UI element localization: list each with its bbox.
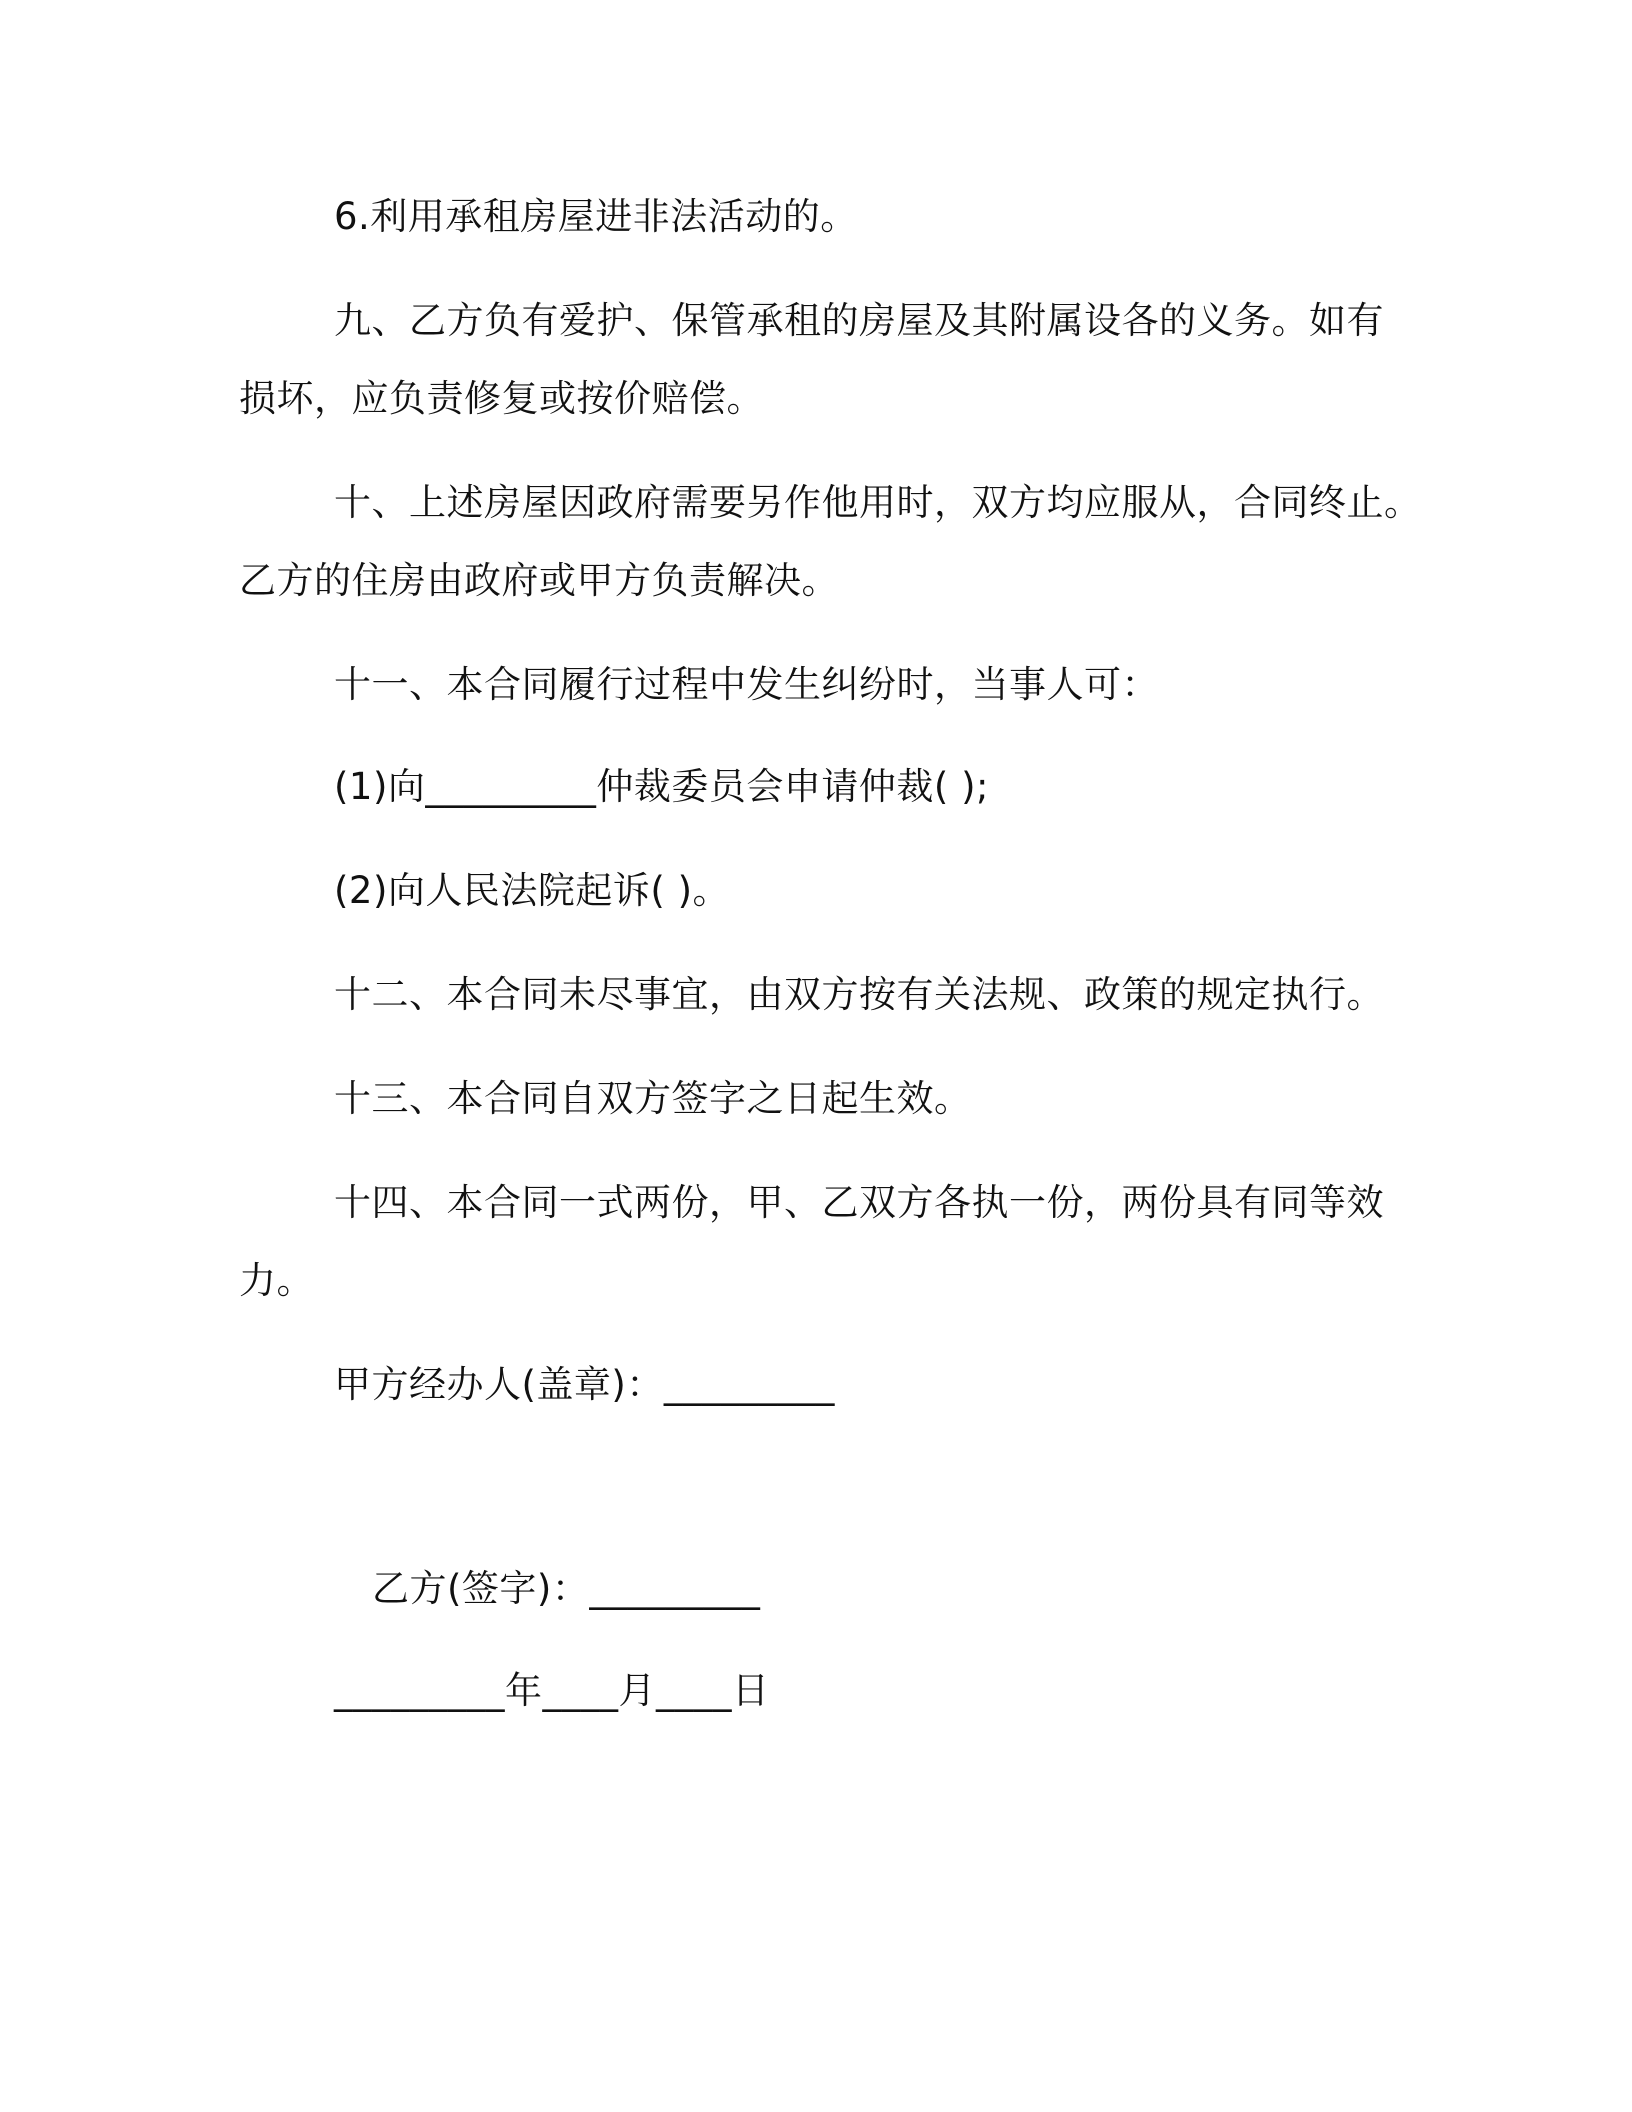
date-line: _________年____月____日 [334, 1669, 770, 1712]
clause-13: 十三、本合同自双方签字之日起生效。 [334, 1077, 972, 1120]
clause-14-line-2: 力。 [239, 1259, 314, 1302]
clause-11-option-1: (1)向_________仲裁委员会申请仲裁( ); [334, 765, 990, 808]
clause-9-line-2: 损坏，应负责修复或按价赔偿。 [239, 377, 764, 420]
party-a-agent-signature-line: 甲方经办人(盖章)：_________ [334, 1363, 835, 1406]
clause-10-line-1: 十、上述房屋因政府需要另作他用时，双方均应服从，合同终止。 [334, 481, 1422, 524]
clause-10-line-2: 乙方的住房由政府或甲方负责解决。 [239, 559, 839, 602]
party-b-signature-line: 乙方(签字)：_________ [372, 1567, 761, 1610]
clause-11-option-2: (2)向人民法院起诉( )。 [334, 869, 731, 912]
clause-11-heading: 十一、本合同履行过程中发生纠纷时，当事人可： [334, 663, 1159, 706]
clause-9-line-1: 九、乙方负有爱护、保管承租的房屋及其附属设各的义务。如有 [334, 299, 1384, 342]
clause-14-line-1: 十四、本合同一式两份，甲、乙双方各执一份，两份具有同等效 [334, 1181, 1384, 1224]
clause-8-item-6: 6.利用承租房屋进非法活动的。 [334, 195, 858, 238]
clause-12: 十二、本合同未尽事宜，由双方按有关法规、政策的规定执行。 [334, 973, 1384, 1016]
